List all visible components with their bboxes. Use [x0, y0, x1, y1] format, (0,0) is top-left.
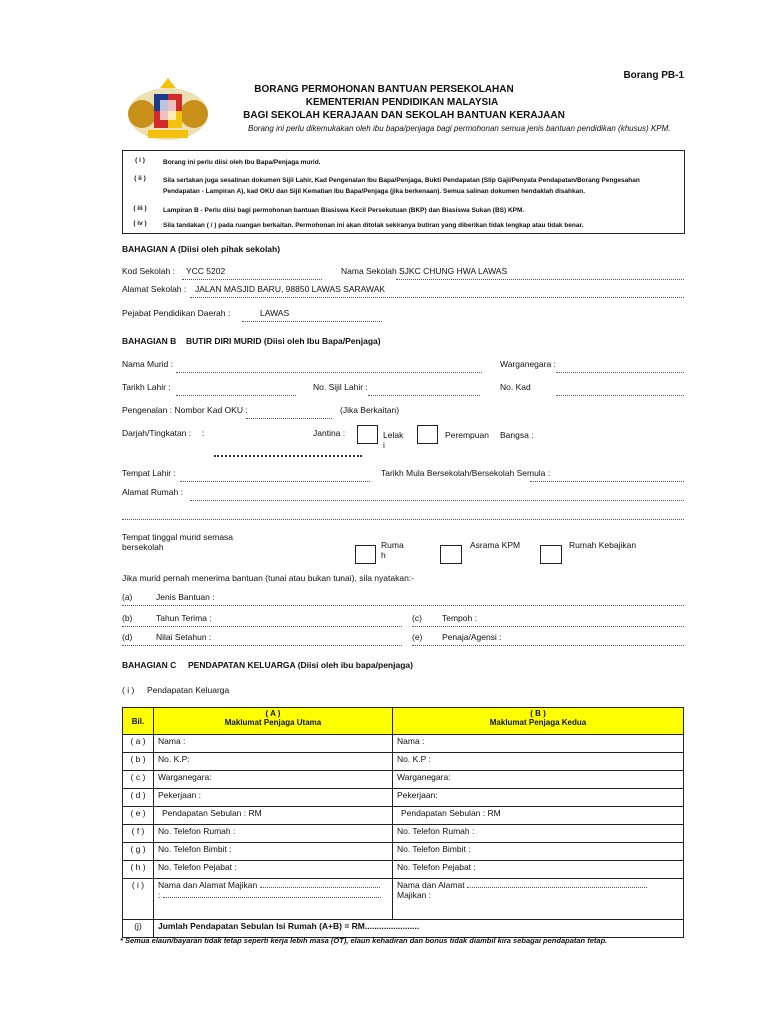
- majikan-a-cell[interactable]: [154, 879, 393, 920]
- row-bil: ( d ): [123, 789, 154, 807]
- nama-murid-field[interactable]: [176, 372, 482, 373]
- alamat-rumah-field[interactable]: [190, 500, 684, 501]
- tempat-lahir-label: Tempat Lahir :: [122, 468, 176, 478]
- penjaga-utama-field[interactable]: Pendapatan Sebulan : RM: [154, 807, 393, 825]
- penaja-label: Penaja/Agensi :: [442, 632, 502, 642]
- item-c-label: (c): [412, 613, 422, 623]
- jantina-label: Jantina :: [313, 428, 346, 438]
- table-row: [123, 861, 684, 879]
- penjaga-kedua-field[interactable]: No. Telefon Bimbit :: [393, 843, 684, 861]
- penjaga-utama-field[interactable]: Nama :: [154, 735, 393, 753]
- majikan-a-field-2[interactable]: [163, 897, 381, 898]
- jenis-bantuan-label: Jenis Bantuan :: [156, 592, 215, 602]
- penjaga-utama-header: [154, 708, 393, 735]
- rumah-label: Ruma h: [381, 540, 404, 560]
- nilai-setahun-label: Nilai Setahun :: [156, 632, 212, 642]
- penjaga-kedua-field[interactable]: No. Telefon Pejabat :: [393, 861, 684, 879]
- jumlah-pendapatan[interactable]: Jumlah Pendapatan Sebulan Isi Rumah (A+B) = RM.......................: [154, 920, 684, 938]
- kod-sekolah-label: Kod Sekolah :: [122, 266, 175, 276]
- instructions-box: [122, 150, 685, 234]
- tempat-tinggal-label: Tempat tinggal murid semasa bersekolah: [122, 532, 234, 552]
- table-row: [123, 771, 684, 789]
- darjah-field[interactable]: [214, 455, 362, 457]
- penjaga-utama-field[interactable]: No. K.P:: [154, 753, 393, 771]
- footnote: * Semua elaun/bayaran tidak tetap seperti kerja lebih masa (OT), elaun kehadiran dan bonus tidak diambil kira sebagai pendapatan tetap.: [120, 936, 608, 945]
- section-c-title: PENDAPATAN KELUARGA (Diisi oleh ibu bapa/penjaga): [188, 660, 413, 670]
- row-bil: ( g ): [123, 843, 154, 861]
- perempuan-label: Perempuan: [445, 430, 489, 440]
- penjaga-utama-code: ( A ): [265, 709, 281, 718]
- penjaga-kedua-field[interactable]: No. K.P :: [393, 753, 684, 771]
- ppd-label: Pejabat Pendidikan Daerah :: [122, 308, 231, 318]
- penjaga-kedua-field[interactable]: Warganegara:: [393, 771, 684, 789]
- lelaki-checkbox[interactable]: [357, 425, 378, 444]
- alamat-rumah-label: Alamat Rumah :: [122, 487, 183, 497]
- majikan-a-colon: :: [158, 890, 161, 900]
- row-bil: ( b ): [123, 753, 154, 771]
- penjaga-kedua-header: [393, 708, 684, 735]
- penjaga-utama-field[interactable]: No. Telefon Rumah :: [154, 825, 393, 843]
- penaja-field[interactable]: [412, 645, 684, 646]
- tarikh-lahir-field[interactable]: [176, 395, 296, 396]
- section-c-label: BAHAGIAN C: [122, 660, 177, 670]
- nama-sekolah-line: [396, 279, 684, 280]
- row-bil: ( a ): [123, 735, 154, 753]
- tempoh-field[interactable]: [412, 626, 684, 627]
- penjaga-kedua-field[interactable]: Pendapatan Sebulan : RM: [393, 807, 684, 825]
- row-bil: ( f ): [123, 825, 154, 843]
- table-header-row: [123, 708, 684, 735]
- table-row: [123, 843, 684, 861]
- lelaki-label: Lelak i: [383, 430, 404, 450]
- alamat-rumah-field-2[interactable]: [122, 519, 684, 520]
- tarikh-lahir-label: Tarikh Lahir :: [122, 382, 171, 392]
- note-text: Sila sertakan juga sesalinan dokumen Sijil Lahir, Kad Pengenalan Ibu Bapa/Penjaga, Bukti Pendapatan (Slip Gaji/Penyata Pendapatan/Borang Pengesahan Pendapatan - Lampiran A), kad OKU dan Sijil Kematian Ibu Bapa/Penjaga (jika berkenaan). Semua salinan dokumen hendaklah disahkan.: [163, 177, 640, 195]
- rumah-checkbox[interactable]: [355, 545, 376, 564]
- majikan-b-label: Nama dan Alamat Majikan :: [397, 880, 465, 900]
- section-b-label: BAHAGIAN B: [122, 336, 177, 346]
- majikan-a-label: Nama dan Alamat Majikan: [158, 880, 258, 890]
- form-code: Borang PB-1: [623, 70, 684, 81]
- tempoh-label: Tempoh :: [442, 613, 477, 623]
- bangsa-label: Bangsa :: [500, 430, 534, 440]
- penjaga-kedua-title: Maklumat Penjaga Kedua: [489, 718, 587, 727]
- penjaga-utama-field[interactable]: Warganegara:: [154, 771, 393, 789]
- kod-sekolah-line: [182, 279, 322, 280]
- row-bil: (j): [123, 920, 154, 938]
- bil-header: Bil.: [123, 708, 154, 735]
- item-d-label: (d): [122, 632, 133, 642]
- sijil-lahir-label: No. Sijil Lahir :: [313, 382, 368, 392]
- header-line-3: BAGI SEKOLAH KERAJAAN DAN SEKOLAH BANTUAN KERAJAAN: [243, 110, 565, 121]
- alamat-sekolah-value[interactable]: JALAN MASJID BARU, 98850 LAWAS SARAWAK: [195, 284, 386, 294]
- note-text: Lampiran B - Perlu diisi bagi permohonan bantuan Biasiswa Kecil Persekutuan (BKP) dan Biasiswa Sukan (BS) KPM.: [163, 207, 525, 214]
- note-number: ( iii ): [133, 205, 147, 212]
- row-bil: ( c ): [123, 771, 154, 789]
- item-e-label: (e): [412, 632, 423, 642]
- tahun-terima-label: Tahun Terima :: [156, 613, 212, 623]
- tarikh-mula-field[interactable]: [530, 481, 684, 482]
- section-a-title: BAHAGIAN A (Diisi oleh pihak sekolah): [122, 244, 281, 254]
- asrama-label: Asrama KPM: [470, 540, 521, 550]
- bantuan-intro: Jika murid pernah menerima bantuan (tunai atau bukan tunai), sila nyatakan:-: [122, 573, 415, 583]
- table-row: [123, 879, 684, 920]
- header-line-2: KEMENTERIAN PENDIDIKAN MALAYSIA: [305, 97, 499, 108]
- ppd-line: [242, 321, 382, 322]
- item-a-label: (a): [122, 592, 133, 602]
- tahun-terima-field[interactable]: [122, 626, 402, 627]
- oku-field[interactable]: [246, 418, 332, 419]
- note-number: ( ii ): [134, 175, 146, 182]
- pengenalan-oku-label: Pengenalan : Nombor Kad OKU :: [122, 405, 248, 415]
- penjaga-utama-title: Maklumat Penjaga Utama: [224, 718, 322, 727]
- jenis-bantuan-field[interactable]: [122, 605, 684, 606]
- note-text: Borang ini perlu diisi oleh Ibu Bapa/Penjaga murid.: [163, 159, 321, 166]
- penjaga-kedua-field[interactable]: Nama :: [393, 735, 684, 753]
- penjaga-kedua-field[interactable]: Pekerjaan:: [393, 789, 684, 807]
- penjaga-utama-field[interactable]: No. Telefon Pejabat :: [154, 861, 393, 879]
- table-row: [123, 753, 684, 771]
- nama-murid-label: Nama Murid :: [122, 359, 174, 369]
- nilai-setahun-field[interactable]: [122, 645, 402, 646]
- nama-sekolah-value[interactable]: SJKC CHUNG HWA LAWAS: [399, 266, 508, 276]
- kod-sekolah-value[interactable]: YCC 5202: [186, 266, 226, 276]
- income-table: [122, 707, 684, 938]
- table-row: [123, 807, 684, 825]
- note-text: Sila tandakan ( / ) pada ruangan berkaitan. Permohonan ini akan ditolak sekiranya butiran yang diberikan tidak lengkap atau tidak benar.: [163, 222, 584, 229]
- table-row: [123, 825, 684, 843]
- row-bil: ( h ): [123, 861, 154, 879]
- no-kad-field[interactable]: [556, 395, 684, 396]
- sub-section-number: ( i ): [122, 685, 135, 695]
- no-kad-label: No. Kad: [500, 382, 531, 392]
- sub-section-title: Pendapatan Keluarga: [147, 685, 230, 695]
- perempuan-checkbox[interactable]: [417, 425, 438, 444]
- note-number: ( iv ): [133, 220, 147, 227]
- alamat-sekolah-line: [190, 297, 684, 298]
- table-row: [123, 789, 684, 807]
- note-number: ( i ): [135, 157, 145, 164]
- jika-berkaitan: (Jika Berkaitan): [340, 405, 400, 415]
- row-bil: ( e ): [123, 807, 154, 825]
- penjaga-kedua-field[interactable]: No. Telefon Rumah :: [393, 825, 684, 843]
- rumah-kebajikan-label: Rumah Kebajikan: [569, 540, 637, 550]
- asrama-checkbox[interactable]: [440, 545, 462, 564]
- penjaga-utama-field[interactable]: Pekerjaan :: [154, 789, 393, 807]
- penjaga-kedua-code: ( B ): [530, 709, 546, 718]
- alamat-sekolah-label: Alamat Sekolah :: [122, 284, 187, 294]
- row-bil: ( i ): [123, 879, 154, 920]
- ppd-value[interactable]: LAWAS: [260, 308, 290, 318]
- majikan-b-field[interactable]: [467, 887, 647, 888]
- tempat-lahir-field[interactable]: [180, 481, 370, 482]
- section-b-title: BUTIR DIRI MURID (Diisi oleh Ibu Bapa/Penjaga): [186, 336, 381, 346]
- nama-sekolah-label: Nama Sekolah :: [341, 266, 402, 276]
- item-b-label: (b): [122, 613, 133, 623]
- warganegara-field[interactable]: [556, 372, 684, 373]
- header-line-1: BORANG PERMOHONAN BANTUAN PERSEKOLAHAN: [254, 84, 514, 95]
- warganegara-label: Warganegara :: [500, 359, 556, 369]
- majikan-b-cell[interactable]: [393, 879, 684, 920]
- darjah-colon: :: [202, 428, 205, 438]
- table-row: [123, 920, 684, 938]
- penjaga-utama-field[interactable]: No. Telefon Bimbit :: [154, 843, 393, 861]
- darjah-label: Darjah/Tingkatan :: [122, 428, 192, 438]
- table-row: [123, 735, 684, 753]
- header-subtitle: Borang ini perlu dikemukakan oleh ibu bapa/penjaga bagi permohonan semua jenis bantuan pendidikan (khusus) KPM.: [248, 124, 671, 133]
- rumah-kebajikan-checkbox[interactable]: [540, 545, 562, 564]
- sijil-lahir-field[interactable]: [368, 395, 480, 396]
- majikan-a-field[interactable]: [260, 887, 380, 888]
- tarikh-mula-label: Tarikh Mula Bersekolah/Bersekolah Semula :: [381, 468, 551, 478]
